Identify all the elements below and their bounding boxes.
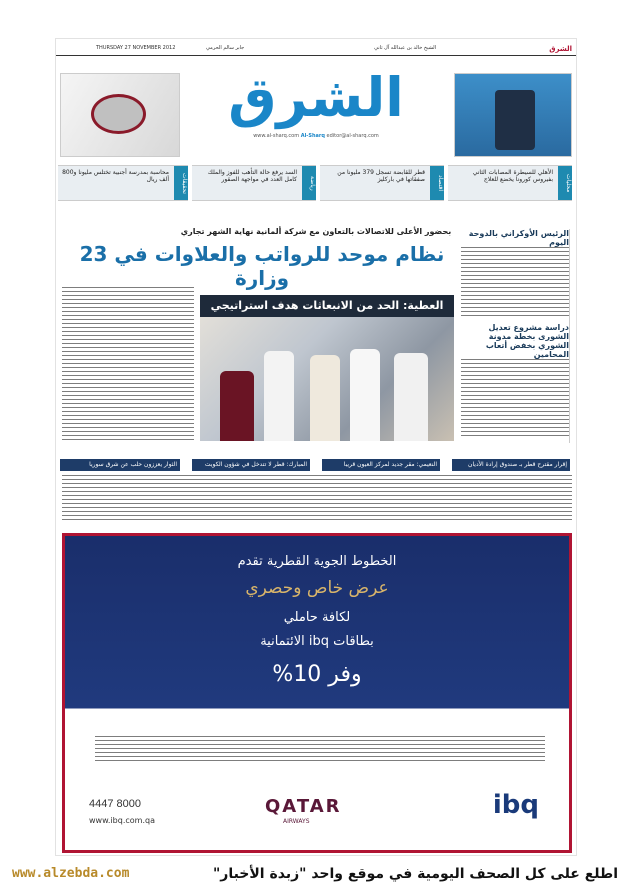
ad-phone: 4447 8000 bbox=[89, 798, 141, 810]
ad-line-1: الخطوط الجوية القطرية تقدم bbox=[237, 554, 397, 569]
teaser-2[interactable] bbox=[320, 165, 444, 201]
figure bbox=[310, 355, 340, 441]
ad-terms-text bbox=[95, 736, 545, 762]
teaser-tag: اقتصاد bbox=[430, 166, 444, 200]
teaser-tag: تحقيقات bbox=[174, 166, 188, 200]
advertisement[interactable] bbox=[62, 533, 572, 853]
teaser-1[interactable] bbox=[448, 165, 572, 201]
email: editor@al-sharq.com bbox=[326, 133, 379, 139]
teaser-text: قطر للقابضة تسجل 379 مليونا من صفقاتها في باركليز bbox=[337, 169, 425, 183]
masthead bbox=[216, 63, 416, 159]
teaser-text: السد يرفع حالة التأهب للفوز والملك كامل العدد في مواجهة الصقور bbox=[207, 169, 297, 183]
sidebar-text-2 bbox=[461, 359, 569, 439]
teaser-tag: رياضة bbox=[302, 166, 316, 200]
teaser-3[interactable] bbox=[192, 165, 316, 201]
figure bbox=[350, 349, 380, 441]
brand-1-sub: AIRWAYS bbox=[283, 818, 310, 825]
figure bbox=[394, 353, 428, 441]
editor: جابر سالم الحرمي bbox=[206, 45, 245, 51]
site-url: www.al-sharq.com bbox=[253, 133, 300, 139]
footer-url[interactable]: www.alzebda.com bbox=[12, 866, 130, 881]
bottom-bar-1[interactable]: إقرار مقترح قطر بـ صندوق إرادة الأديان bbox=[452, 459, 570, 471]
founder: الشيخ خالد بن عبدالله آل ثاني bbox=[374, 45, 436, 51]
date-en: THURSDAY 27 NOVEMBER 2012 bbox=[96, 45, 176, 51]
ad-right-top bbox=[454, 73, 572, 157]
sidebar-text-1 bbox=[461, 247, 569, 317]
teaser-tag: محليات bbox=[558, 166, 572, 200]
teaser-4[interactable] bbox=[58, 165, 188, 201]
bottom-bar-2[interactable]: النعيمي: مقر جديد لمركز العيون قريبا bbox=[322, 459, 440, 471]
ad-web: www.ibq.com.qa bbox=[89, 816, 155, 825]
top-rule bbox=[56, 55, 576, 56]
sidebar-head-2[interactable]: دراسة مشروع تعديل الشورى بخطة مدونة الشوري بخفض أتعاب المحامين bbox=[485, 323, 569, 359]
footer bbox=[0, 856, 632, 894]
teaser-text: الأهلي للسيطرة المصابات الثاني بفيروس كورونا يخضع للعلاج bbox=[472, 169, 553, 183]
product-shape bbox=[91, 94, 146, 134]
figure bbox=[264, 351, 294, 441]
photo-caption: العطية: الحد من الانبعاثات هدف استراتيجي bbox=[200, 295, 454, 317]
ad-left-top bbox=[60, 73, 180, 157]
lead-photo bbox=[200, 295, 454, 441]
footer-text: اطلع على كل الصحف اليومية في موقع واحد "زبدة الأخبار" bbox=[212, 866, 618, 882]
newspaper-page bbox=[55, 38, 577, 856]
logo-sub-line bbox=[216, 133, 416, 139]
phone-shape bbox=[495, 90, 535, 150]
ad-line-3: لكافة حاملي bbox=[283, 610, 351, 625]
lead-body-text bbox=[62, 287, 194, 443]
logo: الشرق bbox=[228, 66, 404, 129]
ad-line-2: عرض خاص وحصري bbox=[245, 578, 389, 598]
teaser-text: محاسبة بمدرسة أجنبية تختلس مليونا و800 ألف ريال bbox=[62, 169, 169, 183]
figure bbox=[220, 371, 254, 441]
lead-headline[interactable]: نظام موحد للرواتب والعلاوات في 23 وزارة bbox=[79, 242, 445, 290]
logo-latin: Al-Sharq bbox=[300, 133, 325, 139]
top-info-line bbox=[56, 45, 576, 55]
ad-line-5: وفر 10% bbox=[272, 662, 362, 687]
brand-1: QATAR bbox=[265, 796, 342, 817]
sidebar bbox=[458, 229, 570, 443]
bottom-bar-4[interactable]: الثوار يعززون حلب عن شرق سوريا bbox=[60, 459, 180, 471]
bottom-articles-text bbox=[62, 475, 572, 523]
ad-line-4: بطاقات ibq الائتمانية bbox=[260, 634, 374, 649]
brand-2: ibq bbox=[492, 790, 539, 820]
sidebar-head-1[interactable]: الرئيس الأوكراني بالدوحة اليوم bbox=[468, 229, 569, 247]
lead-kicker: بحضور الأعلى للاتصالات بالتعاون مع شركة ألمانية نهاية الشهر تجاري bbox=[180, 227, 452, 236]
masthead-logo-small: الشرق bbox=[549, 45, 572, 53]
bottom-bar-3[interactable]: المبارك: قطر لا تتدخل في شؤون الكويت bbox=[192, 459, 310, 471]
